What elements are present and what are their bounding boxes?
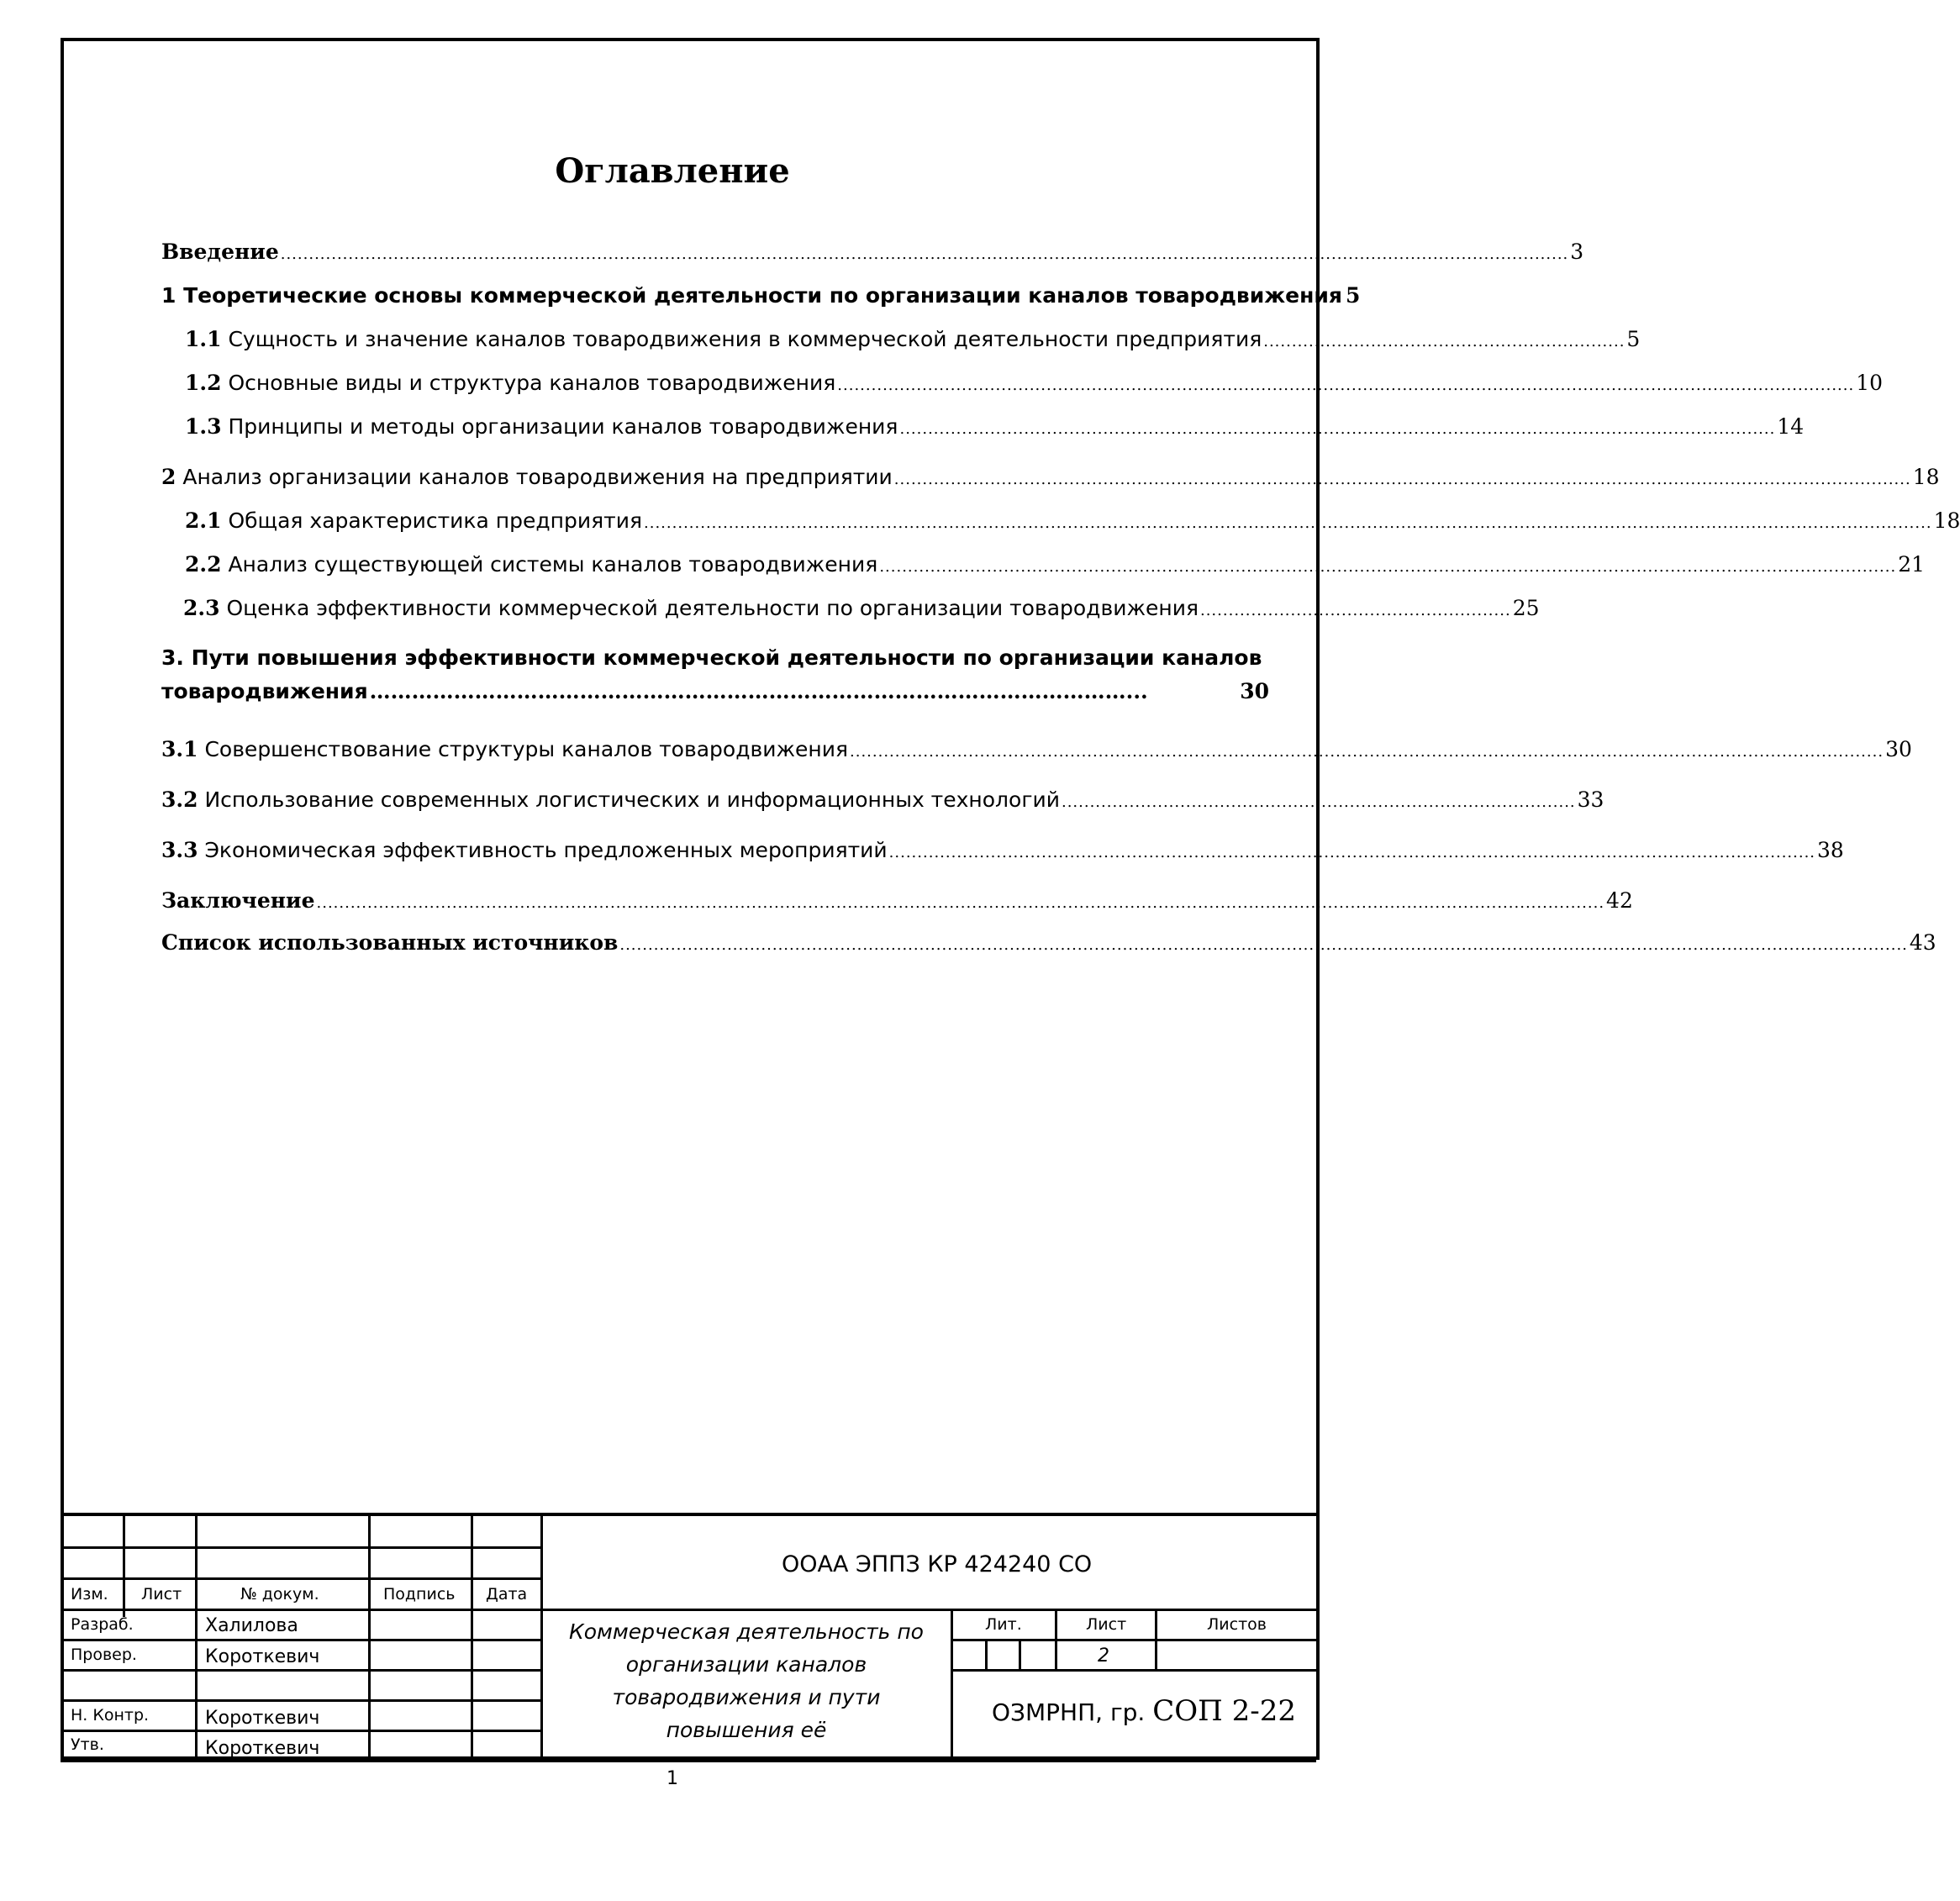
- toc-label: 3.3 Экономическая эффективность предложенных мероприятий: [161, 838, 888, 862]
- toc-leader: ………………………………………………………………………………………………...: [369, 679, 1148, 703]
- toc-label-line2: товародвижения: [161, 679, 368, 703]
- toc-leader: ...........................................................................................: [1061, 793, 1576, 811]
- lit-label: Лит.: [985, 1615, 1022, 1634]
- sheet-label: Лист: [1086, 1615, 1127, 1634]
- toc-leader: ....................................................................................................................................................................................: [837, 377, 1855, 394]
- toc-entry-conclusion[interactable]: [161, 888, 1633, 913]
- toc-label: 3.1 Совершенствование структуры каналов товародвижения: [161, 737, 848, 761]
- header-list: Лист: [141, 1585, 182, 1603]
- toc-page: 33: [1577, 787, 1604, 812]
- header-izm: Изм.: [71, 1585, 108, 1603]
- toc-page: 3: [1570, 240, 1584, 264]
- header-doc: № докум.: [240, 1585, 319, 1603]
- toc-page: 38: [1817, 838, 1844, 862]
- toc-leader: ....................................................................................................................................................................................................................................: [619, 936, 1908, 954]
- page-number: 1: [667, 1768, 678, 1789]
- organization-group: ОЗМРНП, гр. СОП 2-22: [992, 1694, 1296, 1728]
- toc-page: 5: [1345, 283, 1361, 308]
- toc-entry-1-2[interactable]: [185, 371, 1884, 395]
- toc-label: Заключение: [161, 888, 315, 913]
- toc-label-line1: 3. Пути повышения эффективности коммерческой деятельности по организации каналов: [161, 645, 1262, 670]
- sheets-label: Листов: [1207, 1615, 1267, 1634]
- toc-leader: ....................................................................................................................................................................................................................................: [316, 894, 1605, 912]
- toc-page: 25: [1512, 596, 1540, 620]
- toc-leader: ....................................................................................................................................................................................................................................: [280, 245, 1569, 263]
- header-date: Дата: [486, 1585, 528, 1603]
- toc-label: 2.1 Общая характеристика предприятия: [185, 508, 643, 533]
- toc-page: 30: [1885, 737, 1912, 761]
- toc-entry-3-2[interactable]: [161, 787, 1604, 812]
- toc-entry-2-3[interactable]: [183, 596, 1540, 620]
- toc-entry-ch2[interactable]: [161, 465, 1940, 489]
- toc-page: 14: [1777, 414, 1805, 439]
- toc-page: 10: [1856, 371, 1884, 395]
- toc-leader: ....................................................................................................................................................................................: [879, 558, 1897, 576]
- toc-entry-2-1[interactable]: [185, 508, 1960, 533]
- toc-label: 1.3 Принципы и методы организации каналов товародвижения: [185, 414, 898, 439]
- toc-label: Список использованных источников: [161, 930, 619, 955]
- toc-label: 2.3 Оценка эффективности коммерческой деятельности по организации товародвижения: [183, 596, 1199, 620]
- role-utv: Утв.: [71, 1735, 104, 1754]
- toc-entry-intro[interactable]: [161, 240, 1584, 264]
- toc-entry-ch3[interactable]: [161, 641, 1269, 708]
- toc-label: 1.2 Основные виды и структура каналов товародвижения: [185, 371, 836, 395]
- toc-leader: ....................................................................................................................................................................................: [893, 471, 1911, 488]
- toc-leader: .......................................................: [1199, 602, 1511, 619]
- toc-leader: ....................................................................................................................................................................: [888, 844, 1816, 861]
- toc-leader: ....................................................................................................................................................................................................................................: [644, 514, 1932, 532]
- toc-page: 21: [1898, 552, 1926, 577]
- role-nkontr: Н. Контр.: [71, 1706, 150, 1725]
- toc-leader: ................................................................: [1263, 333, 1625, 350]
- name-prover: Короткевич: [205, 1646, 320, 1667]
- toc-label: 1.1 Сущность и значение каналов товародвижения в коммерческой деятельности предприятия: [185, 327, 1262, 351]
- toc-leader: ...........................................................................................................................................................: [899, 420, 1776, 438]
- toc-entry-1-3[interactable]: [185, 414, 1805, 439]
- toc-entry-2-2[interactable]: [185, 552, 1926, 577]
- name-razrab: Халилова: [205, 1615, 298, 1636]
- toc-page: 5: [1626, 327, 1641, 351]
- toc-label: 3.2 Использование современных логистических и информационных технологий: [161, 787, 1060, 812]
- page-title: Оглавление: [555, 151, 790, 191]
- toc-entry-3-1[interactable]: [161, 737, 1912, 761]
- toc-page: 30: [1240, 679, 1269, 703]
- name-nkontr: Короткевич: [205, 1708, 320, 1729]
- toc-entry-ch1[interactable]: [161, 283, 1361, 308]
- toc-entry-3-3[interactable]: [161, 838, 1844, 862]
- header-sign: Подпись: [383, 1585, 456, 1603]
- toc-page: 18: [1933, 508, 1960, 533]
- role-prover: Провер.: [71, 1646, 137, 1664]
- toc-entry-sources[interactable]: [161, 930, 1936, 955]
- toc-label: 1 Теоретические основы коммерческой деятельности по организации каналов товародвижения: [161, 283, 1342, 308]
- role-razrab: Разраб.: [71, 1615, 134, 1634]
- title-block: [61, 1513, 1320, 1760]
- toc-leader: .......................................................................................................................................................................................: [850, 743, 1884, 761]
- toc-label: Введение: [161, 240, 279, 264]
- toc-entry-1-1[interactable]: [185, 327, 1641, 351]
- toc-page: 42: [1606, 888, 1633, 913]
- toc-label: 2.2 Анализ существующей системы каналов товародвижения: [185, 552, 878, 577]
- document-description: Коммерческая деятельность по организации каналов товародвижения и пути повышения её: [569, 1619, 924, 1742]
- sheet-value: 2: [1098, 1646, 1109, 1667]
- name-utv: Короткевич: [205, 1738, 320, 1759]
- toc-label: 2 Анализ организации каналов товародвижения на предприятии: [161, 465, 893, 489]
- toc-page: 43: [1909, 930, 1936, 955]
- document-code: ООАА ЭППЗ КР 424240 СО: [782, 1551, 1093, 1577]
- toc-page: 18: [1912, 465, 1940, 489]
